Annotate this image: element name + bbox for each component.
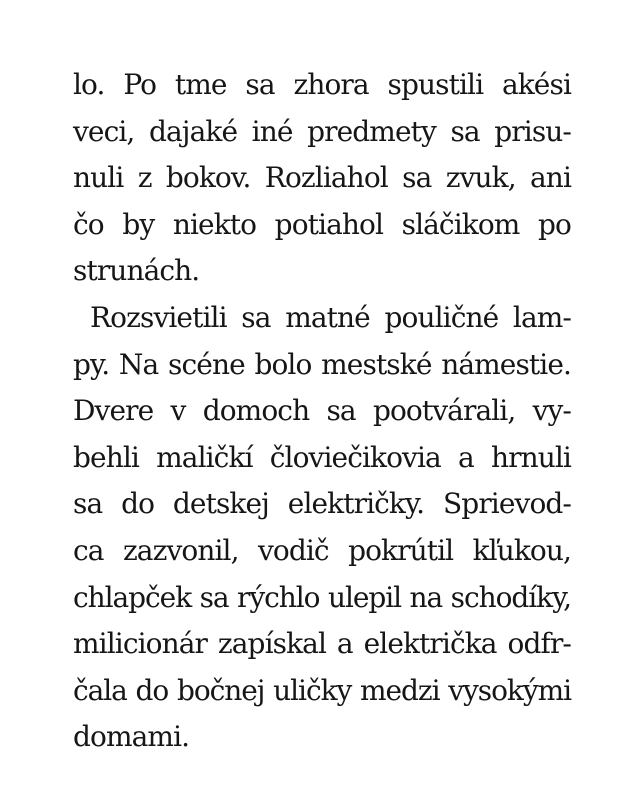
text-line: py. Na scéne bolo mestské námestie. <box>73 347 571 381</box>
text-line: strunách. <box>73 254 200 288</box>
paragraph-1 <box>73 62 571 295</box>
text-line: behli maličkí človiečikovia a hrnuli <box>73 440 571 474</box>
text-line: sa do detskej električky. Sprievod- <box>73 487 571 521</box>
text-line: nuli z bokov. Rozliahol sa zvuk, ani <box>73 161 571 195</box>
text-line: ca zazvonil, vodič pokrútil kľukou, <box>73 533 571 567</box>
book-page <box>73 62 571 761</box>
text-line: čala do bočnej uličky medzi vysokými <box>73 673 571 707</box>
paragraph-2 <box>73 295 571 761</box>
text-line: Dvere v domoch sa pootvárali, vy- <box>73 394 571 428</box>
text-line: domami. <box>73 720 190 754</box>
text-line: veci, dajaké iné predmety sa prisu- <box>73 114 571 148</box>
text-line: Rozsvietili sa matné pouličné lam- <box>90 300 571 334</box>
text-line: čo by niekto potiahol sláčikom po <box>73 207 571 241</box>
text-line: chlapček sa rýchlo ulepil na schodíky, <box>73 580 571 614</box>
text-line: milicionár zapískal a električka odfr- <box>73 627 571 661</box>
text-line: lo. Po tme sa zhora spustili akési <box>73 68 571 101</box>
